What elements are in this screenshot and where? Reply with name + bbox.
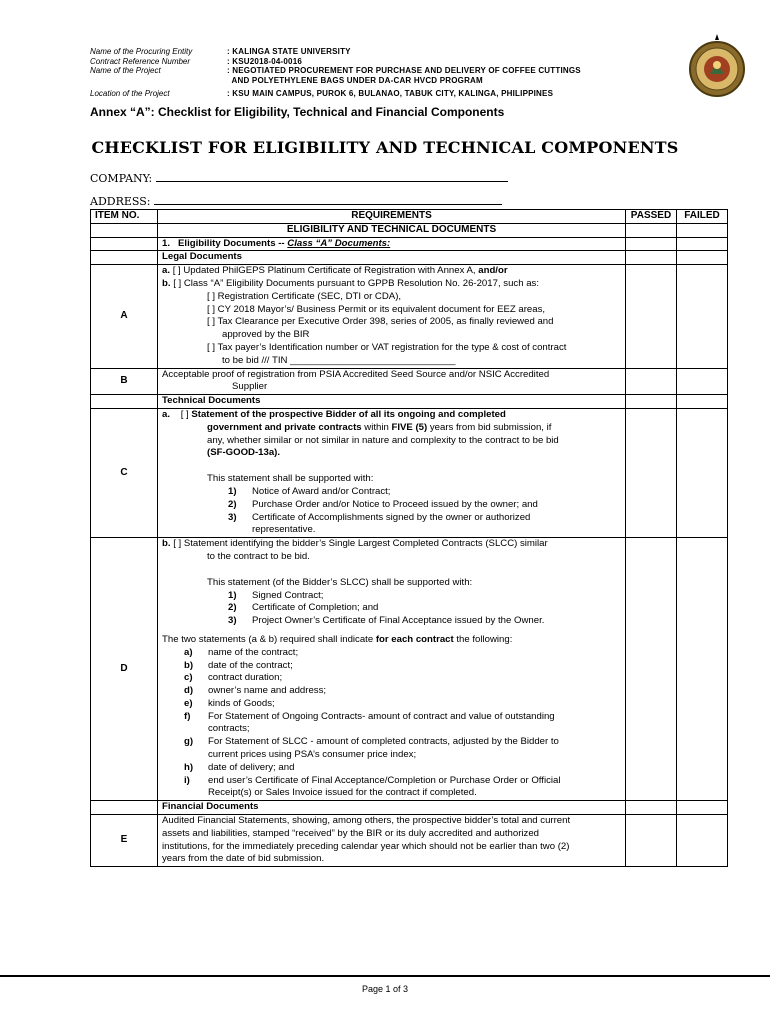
checkbox-mayors-permit[interactable]: [ ] CY 2018 Mayor’s/ Business Permit or its equivalent document for EEZ areas, <box>207 303 546 315</box>
address-label: ADDRESS: <box>90 195 151 208</box>
list-item-text: kinds of Goods; <box>208 697 275 709</box>
legal-docs-heading: Legal Documents <box>158 251 626 265</box>
list-item <box>162 647 621 660</box>
list-item-text: date of the contract; <box>208 659 293 671</box>
page-number: Page 1 of 3 <box>361 984 409 994</box>
item-b-requirements: Acceptable proof of registration from PSIA Accredited Seed Source and/or NSIC Accredited Supplier <box>158 368 626 395</box>
table-row <box>91 538 728 801</box>
header-label: Location of the Project <box>90 89 170 99</box>
item-b: B <box>91 368 158 395</box>
list-item-text: Notice of Award and/or Contract; <box>252 485 391 497</box>
list-item-text: Signed Contract; <box>252 589 324 601</box>
company-blank[interactable] <box>156 172 508 182</box>
list-item-number <box>162 723 208 736</box>
list-item-text: contract duration; <box>208 672 283 684</box>
c-support-list <box>162 486 621 524</box>
list-item-number: 1) <box>228 485 237 497</box>
checkbox-class-a[interactable]: [ ] Class “A” Eligibility Documents pursuant to GPPB Resolution No. 26-2017, such as: <box>173 277 539 289</box>
list-item <box>162 660 621 673</box>
list-item <box>162 615 621 628</box>
passed-cell-e[interactable] <box>626 815 677 867</box>
list-item-number: h) <box>184 761 194 773</box>
list-item <box>162 787 621 800</box>
checkbox-slcc[interactable]: [ ] Statement identifying the bidder’s Single Largest Completed Contracts (SLCC) similar <box>173 538 548 550</box>
text-line: institutions, for the immediately preceding calendar year which should not be earlier than two (2) <box>162 840 570 852</box>
header-row <box>90 47 581 57</box>
header-value: : KSU MAIN CAMPUS, PUROK 6, BULANAO, TABUK CITY, KALINGA, PHILIPPINES <box>227 89 554 99</box>
table-row <box>91 368 728 395</box>
failed-cell-e[interactable] <box>677 815 728 867</box>
list-item-number <box>162 749 208 762</box>
passed-cell-a[interactable] <box>626 265 677 368</box>
list-item-number: 2) <box>228 498 237 510</box>
item-c-requirements: a. [ ] Statement of the prospective Bidder of all its ongoing and completed government and private contracts within FIVE (5) years from bid submission, if any, whether similar or not similar in nature and complexity to the contract to be bid (SF-GOOD-13a). This statement shall be supported with: 1) Notice of Award and/or Contract; 2) Purchase Order and/or Notice to Proceed issued by the owner; and 3) Certificate of Accomplishments signed by the owner or authorized representative. <box>158 408 626 537</box>
list-item-number: a) <box>184 646 193 658</box>
text-line: assets and liabilities, stamped “received” by the BIR or its duly accredited and authorized <box>162 827 540 839</box>
list-item-text: Project Owner’s Certificate of Final Acceptance issued by the Owner. <box>252 615 545 627</box>
list-item <box>162 711 621 724</box>
item-d: D <box>91 538 158 801</box>
list-item-text: name of the contract; <box>208 646 299 658</box>
text-line: Audited Financial Statements, showing, among others, the prospective bidder’s total and current <box>162 815 571 827</box>
checkbox-registration[interactable]: [ ] Registration Certificate (SEC, DTI or CDA), <box>207 290 402 302</box>
header-value: : KSU2018-04-0016 <box>227 56 302 66</box>
list-item-number: g) <box>184 736 194 748</box>
table-row <box>91 265 728 368</box>
checklist-table <box>90 209 728 867</box>
list-item-number <box>162 787 208 800</box>
list-item-text: Receipt(s) or Sales Invoice issued for the contract if completed. <box>208 787 477 799</box>
col-item-no: ITEM NO. <box>91 210 158 224</box>
list-item <box>162 590 621 603</box>
item-e: E <box>91 815 158 867</box>
checkbox-tin[interactable]: [ ] Tax payer’s Identification number or VAT registration for the type & cost of contract <box>207 341 567 353</box>
header-value: : KALINGA STATE UNIVERSITY <box>227 47 351 56</box>
failed-cell-a[interactable] <box>677 265 728 368</box>
list-item-text: owner’s name and address; <box>208 685 327 697</box>
header-label <box>90 76 227 86</box>
list-item-text: Certificate of Accomplishments signed by the owner or authorized <box>252 511 531 523</box>
footer-divider <box>0 975 770 977</box>
list-item-number: 3) <box>228 511 237 523</box>
eligibility-docs-heading: 1. Eligibility Documents -- Class “A” Documents: <box>158 237 626 251</box>
passed-cell-c[interactable] <box>626 408 677 537</box>
header-row <box>90 76 581 86</box>
list-item <box>162 736 621 749</box>
list-item-text: current prices using PSA’s consumer price index; <box>208 749 417 761</box>
list-item-text: end user’s Certificate of Final Acceptance/Completion or Purchase Order or Official <box>208 774 561 786</box>
list-item <box>162 723 621 736</box>
failed-cell-c[interactable] <box>677 408 728 537</box>
list-item <box>162 499 621 512</box>
passed-cell-b[interactable] <box>626 368 677 395</box>
list-item-number: 3) <box>228 615 237 627</box>
list-item <box>162 486 621 499</box>
technical-docs-row <box>91 395 728 409</box>
checkbox-tax-clearance[interactable]: [ ] Tax Clearance per Executive Order 398, series of 2005, as finally reviewed and <box>207 316 554 328</box>
item-e-requirements <box>158 815 626 867</box>
header-row <box>90 89 581 99</box>
list-item-number: 2) <box>228 602 237 614</box>
col-passed: PASSED <box>626 210 677 224</box>
list-item-number: b) <box>184 659 194 671</box>
list-item-number: 1) <box>228 589 237 601</box>
page-title: CHECKLIST FOR ELIGIBILITY AND TECHNICAL COMPONENTS <box>91 138 679 157</box>
eligibility-docs-row <box>91 237 728 251</box>
section-row <box>91 223 728 237</box>
item-d-requirements: b. [ ] Statement identifying the bidder’s Single Largest Completed Contracts (SLCC) similar to the contract to be bid. This statement (of the Bidder’s SLCC) shall be supported with: 1) Signed Contract; 2) Certificate of Completion; and 3) Project Owner’s Certificate of Final Acceptance issued by the Owner. The two statements (a & b) required shall indicate for each contract the following: a) name of the contract; b) date of the contract; c) contract duration; d) owner’s name and address; e) kinds of Goods; f) For Statement of Ongoing Contracts- amount of contract and value of outstanding contracts; g) For Statement of SLCC - amount of completed contracts, adjusted by the Bidder to current prices using PSA’s consumer price index; h) date of delivery; and i) end user’s Certificate of Final Acceptance/Completion or Purchase Order or Official Receipt(s) or Sales Invoice issued for the contract if completed. <box>158 538 626 801</box>
address-blank[interactable] <box>154 195 502 205</box>
list-item-number: e) <box>184 697 193 709</box>
list-item <box>162 698 621 711</box>
university-seal-logo <box>688 32 746 98</box>
col-requirements: REQUIREMENTS <box>158 210 626 224</box>
col-failed: FAILED <box>677 210 728 224</box>
financial-docs-heading: Financial Documents <box>158 801 626 815</box>
list-item <box>162 512 621 525</box>
list-item <box>162 775 621 788</box>
checkbox-ongoing-contracts[interactable]: [ ] <box>180 408 189 420</box>
list-item <box>162 672 621 685</box>
list-item-text: date of delivery; and <box>208 761 295 773</box>
address-field[interactable] <box>90 195 502 208</box>
header-label: Name of the Project <box>90 66 161 76</box>
document-header <box>90 47 581 99</box>
list-item-text: contracts; <box>208 723 250 735</box>
company-field[interactable] <box>90 172 508 185</box>
table-header-row <box>91 210 728 224</box>
header-value: : NEGOTIATED PROCUREMENT FOR PURCHASE AND DELIVERY OF COFFEE CUTTINGS <box>227 66 581 76</box>
list-item <box>162 685 621 698</box>
d-contract-items-list <box>162 647 621 801</box>
item-c: C <box>91 408 158 537</box>
list-item <box>162 749 621 762</box>
list-item-number: i) <box>184 774 190 786</box>
header-value: AND POLYETHYLENE BAGS UNDER DA-CAR HVCD PROGRAM <box>227 75 483 85</box>
list-item-text: For Statement of Ongoing Contracts- amount of contract and value of outstanding <box>208 710 555 722</box>
list-item-text: Certificate of Completion; and <box>252 602 379 614</box>
passed-cell-d[interactable] <box>626 538 677 801</box>
annex-heading: Annex “A”: Checklist for Eligibility, Technical and Financial Components <box>90 105 505 119</box>
header-label: Contract Reference Number <box>90 56 191 66</box>
d-support-list <box>162 590 621 628</box>
header-row <box>90 66 581 76</box>
list-item-number: c) <box>184 672 193 684</box>
item-a-requirements: a. [ ] Updated PhilGEPS Platinum Certificate of Registration with Annex A, and/or b. [ ] Class “A” Eligibility Documents pursuant to GPPB Resolution No. 26-2017, such as: [ ] Registration Certificate (SEC, DTI or CDA), [ ] CY 2018 Mayor’s/ Business Permit or its equivalent document for EEZ areas, [ ] Tax Clearance per Executive Order 398, series of 2005, as finally reviewed and approved by the BIR [ ] Tax payer’s Identification number or VAT registration for the type & cost of contract to be bid /// TIN _______________________________ <box>158 265 626 368</box>
checkbox-philgeps[interactable]: [ ] Updated PhilGEPS Platinum Certificate of Registration with Annex A, <box>172 265 476 277</box>
list-item <box>162 762 621 775</box>
table-row <box>91 815 728 867</box>
section-title: ELIGIBILITY AND TECHNICAL DOCUMENTS <box>158 223 626 237</box>
list-item-text: Purchase Order and/or Notice to Proceed issued by the owner; and <box>252 498 538 510</box>
list-item-number: f) <box>184 710 191 722</box>
header-label: Name of the Procuring Entity <box>90 47 193 56</box>
company-label: COMPANY: <box>90 172 153 185</box>
list-item <box>162 602 621 615</box>
header-row <box>90 57 581 67</box>
failed-cell-d[interactable] <box>677 538 728 801</box>
legal-docs-row <box>91 251 728 265</box>
technical-docs-heading: Technical Documents <box>158 395 626 409</box>
table-row <box>91 408 728 537</box>
list-item-text: For Statement of SLCC - amount of completed contracts, adjusted by the Bidder to <box>208 736 559 748</box>
text-line: years from the date of bid submission. <box>162 853 325 865</box>
financial-docs-row <box>91 801 728 815</box>
failed-cell-b[interactable] <box>677 368 728 395</box>
item-a: A <box>91 265 158 368</box>
list-item-number: d) <box>184 685 194 697</box>
